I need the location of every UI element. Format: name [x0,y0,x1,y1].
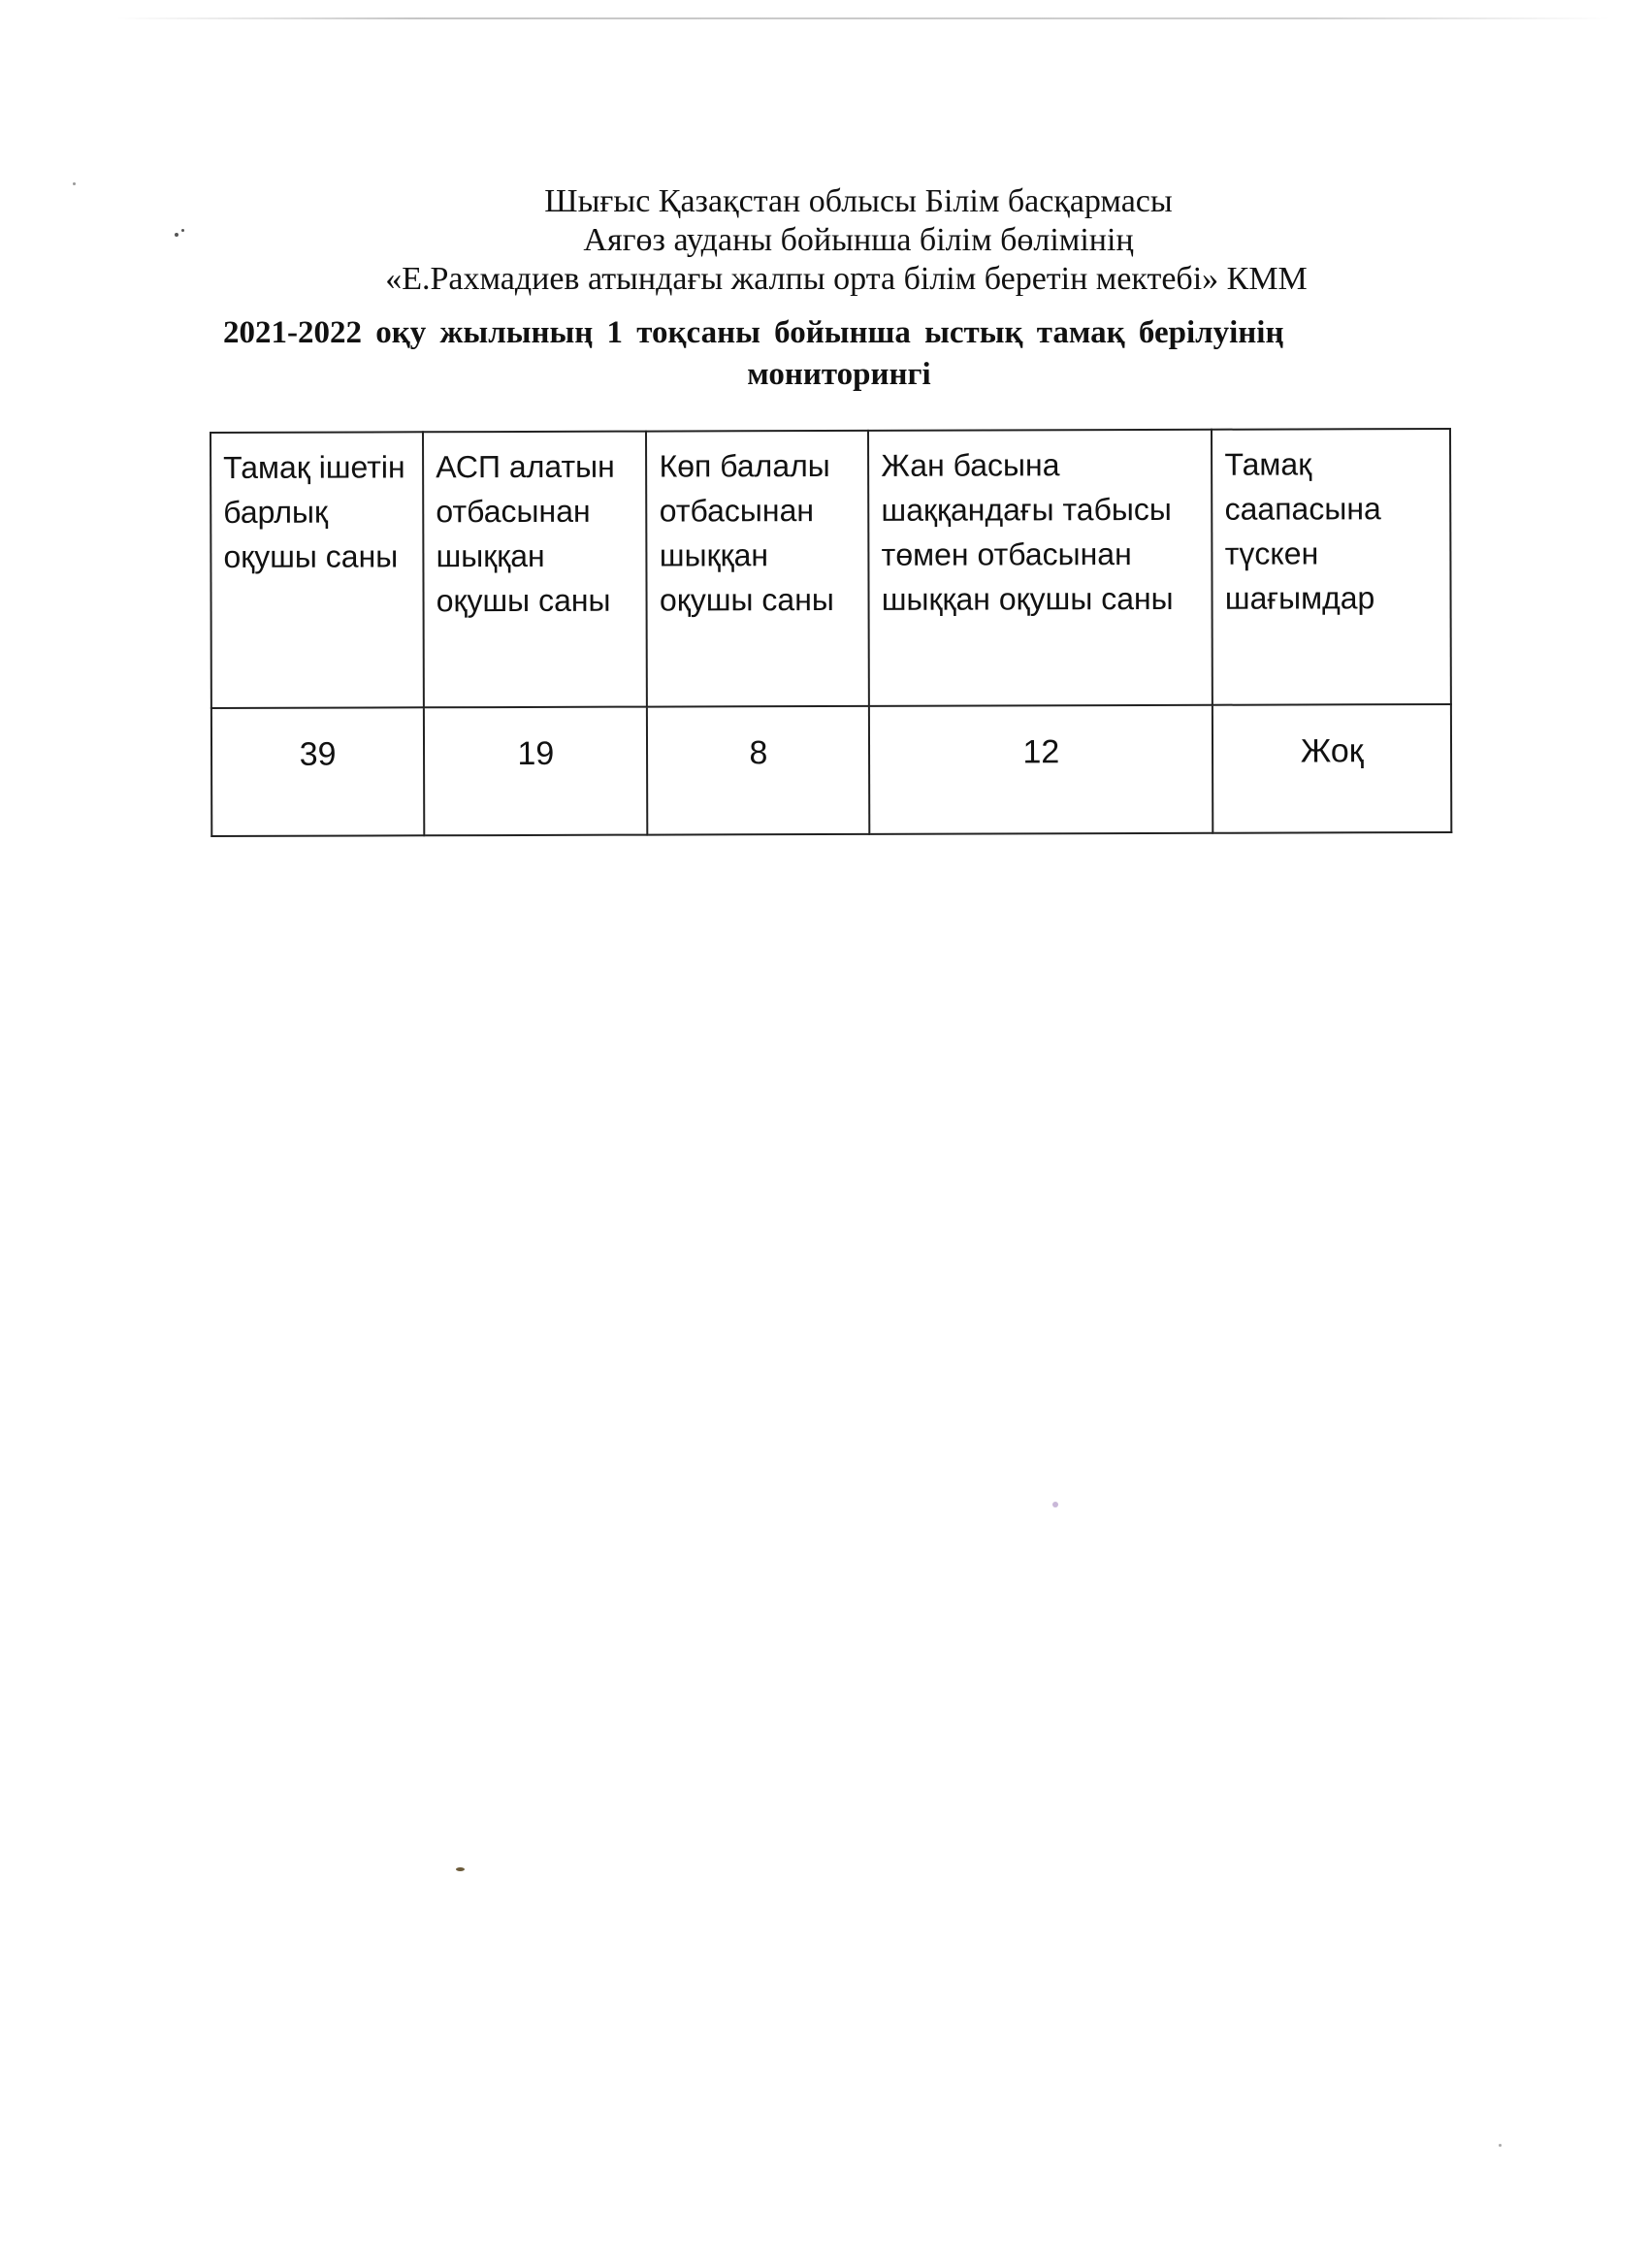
document-header [194,182,1455,299]
column-header-large-family-students: Көп балалы отбасынан шыққан оқушы саны [646,431,869,707]
cell-complaints: Жоқ [1212,704,1451,833]
scan-speck [1052,1502,1058,1507]
scan-edge-line [116,17,1610,19]
document-title [223,312,1455,396]
column-header-total-students: Тамақ ішетін барлық оқушы саны [210,432,424,708]
scan-speck [181,229,184,232]
table-row [211,704,1451,836]
monitoring-table [210,428,1452,837]
header-line-region: Шығыс Қазақстан облысы Білім басқармасы [544,183,1173,219]
cell-total-students: 39 [211,707,425,836]
scan-speck [1499,2144,1502,2147]
title-line-2: мониторингі [747,357,931,392]
cell-large-family-students: 8 [647,706,869,835]
table-header-row [210,429,1451,708]
header-line-school: «Е.Рахмадиев атындағы жалпы орта білім беретін мектебі» КММ [385,261,1308,297]
scan-speck [456,1867,465,1871]
cell-asp-students: 19 [424,707,648,836]
title-line-1: 2021-2022 оқу жылының 1 тоқсаны бойынша ыстық тамақ берілуінің [223,315,1284,350]
cell-low-income-students: 12 [869,705,1213,834]
column-header-asp-students: АСП алатын отбасынан шыққан оқушы саны [423,432,647,708]
scan-speck [175,233,178,237]
column-header-complaints: Тамақ саапасына түскен шағымдар [1212,429,1451,705]
column-header-low-income-students: Жан басына шаққандағы табысы төмен отбасынан шыққан оқушы саны [868,430,1212,706]
scan-speck [73,182,76,185]
header-line-department: Аягөз ауданы бойынша білім бөлімінің [583,222,1134,258]
